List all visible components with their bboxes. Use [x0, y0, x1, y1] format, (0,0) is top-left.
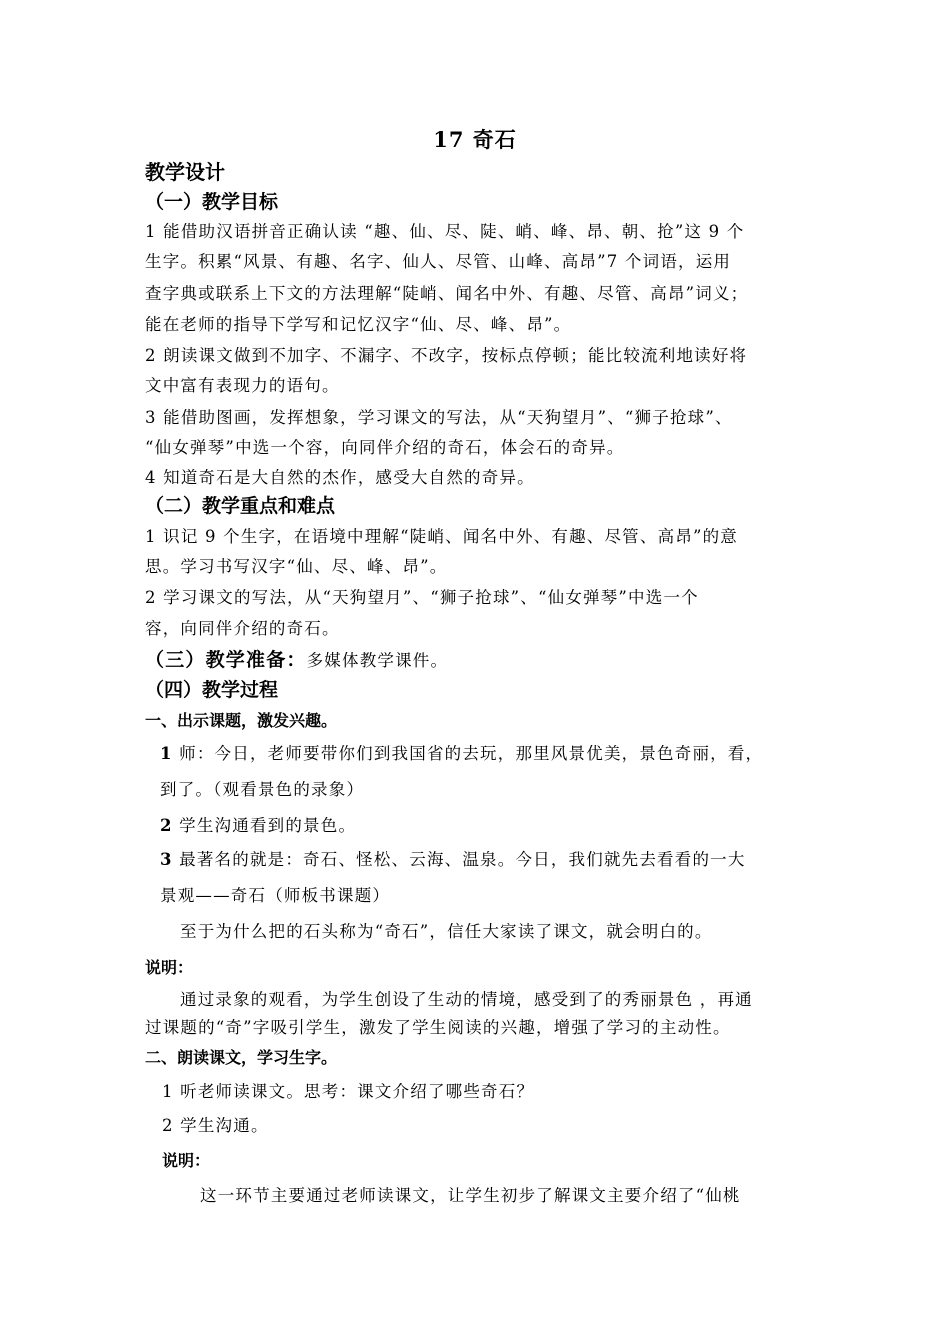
objective-line: 3 能借助图画，发挥想象，学习课文的写法，从“天狗望月”、“狮子抢球”、 [145, 408, 733, 427]
objective-line: 4 知道奇石是大自然的杰作，感受大自然的奇异。 [145, 468, 535, 487]
objective-line: 生字。积累“风景、有趣、名字、仙人、尽管、山峰、高昂”7 个词语，运用 [145, 252, 732, 271]
step2-heading: 二、朗读课文，学习生字。 [145, 1048, 338, 1067]
note2-label: 说明： [162, 1151, 211, 1170]
preparation-row [145, 645, 448, 672]
step1-line-text: 学生沟通看到的景色。 [179, 816, 357, 835]
step1-line [160, 812, 356, 836]
step1-line-text: 景观——奇石（师板书课题） [160, 886, 391, 905]
step1-line-number: 3 [160, 850, 173, 869]
step1-line [160, 740, 763, 764]
lesson-title: 17 奇石 [433, 127, 517, 152]
note2-line: 这一环节主要通过老师读课文，让学生初步了解课文主要介绍了“仙桃 [200, 1186, 741, 1205]
step1-heading: 一、出示课题，激发兴趣。 [145, 711, 338, 730]
section-key-points-heading: （二）教学重点和难点 [145, 495, 336, 517]
step2-line: 1 听老师读课文。思考：课文介绍了哪些奇石？ [162, 1082, 535, 1101]
step1-line-text: 最著名的就是：奇石、怪松、云海、温泉。今日，我们就先去看看的一大 [179, 850, 746, 869]
note1-label: 说明： [145, 958, 194, 977]
step2-line: 2 学生沟通。 [162, 1116, 269, 1135]
note1-line: 过课题的“奇”字吸引学生，激发了学生阅读的兴趣，增强了学习的主动性。 [145, 1018, 731, 1037]
note1-line: 通过录象的观看，为学生创设了生动的情境，感受到了的秀丽景色 ，再通 [180, 990, 753, 1009]
key-point-line: 1 识记 9 个生字，在语境中理解“陡峭、闻名中外、有趣、尽管、高昂”的意 [145, 527, 739, 546]
step1-line-text: 到了。（观看景色的录象） [160, 780, 365, 799]
step1-line [160, 882, 390, 906]
objective-line: 文中富有表现力的语句。 [145, 376, 340, 395]
key-point-line: 容，向同伴介绍的奇石。 [145, 619, 340, 638]
section-process-heading: （四）教学过程 [145, 679, 279, 701]
key-point-line: 2 学习课文的写法，从“天狗望月”、“狮子抢球”、“仙女弹琴”中选一个 [145, 588, 699, 607]
step1-line-text: 师：今日，老师要带你们到我国省的去玩，那里风景优美，景色奇丽，看， [179, 744, 764, 763]
key-point-line: 思。学习书写汉字“仙、尽、峰、昂”。 [145, 557, 448, 576]
section-objectives-heading: （一）教学目标 [145, 191, 279, 213]
objective-line: 1 能借助汉语拼音正确认读 “趣、仙、尽、陡、峭、峰、昂、朝、抢”这 9 个 [145, 222, 745, 241]
objective-line: 2 朗读课文做到不加字、不漏字、不改字，按标点停顿；能比较流利地读好将 [145, 346, 748, 365]
preparation-text: 多媒体教学课件。 [306, 651, 449, 670]
step1-line [160, 846, 746, 870]
objective-line: “仙女弹琴”中选一个容，向同伴介绍的奇石，体会石的奇异。 [145, 438, 625, 457]
heading-teaching-design: 教学设计 [145, 160, 225, 184]
step1-line [160, 776, 364, 800]
step1-line-number: 1 [160, 744, 173, 763]
objective-line: 能在老师的指导下学写和记忆汉字“仙、尽、峰、昂”。 [145, 315, 572, 334]
step1-line-number: 2 [160, 816, 173, 835]
step1-extra-line: 至于为什么把的石头称为“奇石”，信任大家读了课文，就会明白的。 [180, 922, 713, 941]
section-preparation-heading: （三）教学准备： [145, 649, 307, 671]
objective-line: 查字典或联系上下文的方法理解“陡峭、闻名中外、有趣、尽管、高昂”词义； [145, 284, 749, 303]
